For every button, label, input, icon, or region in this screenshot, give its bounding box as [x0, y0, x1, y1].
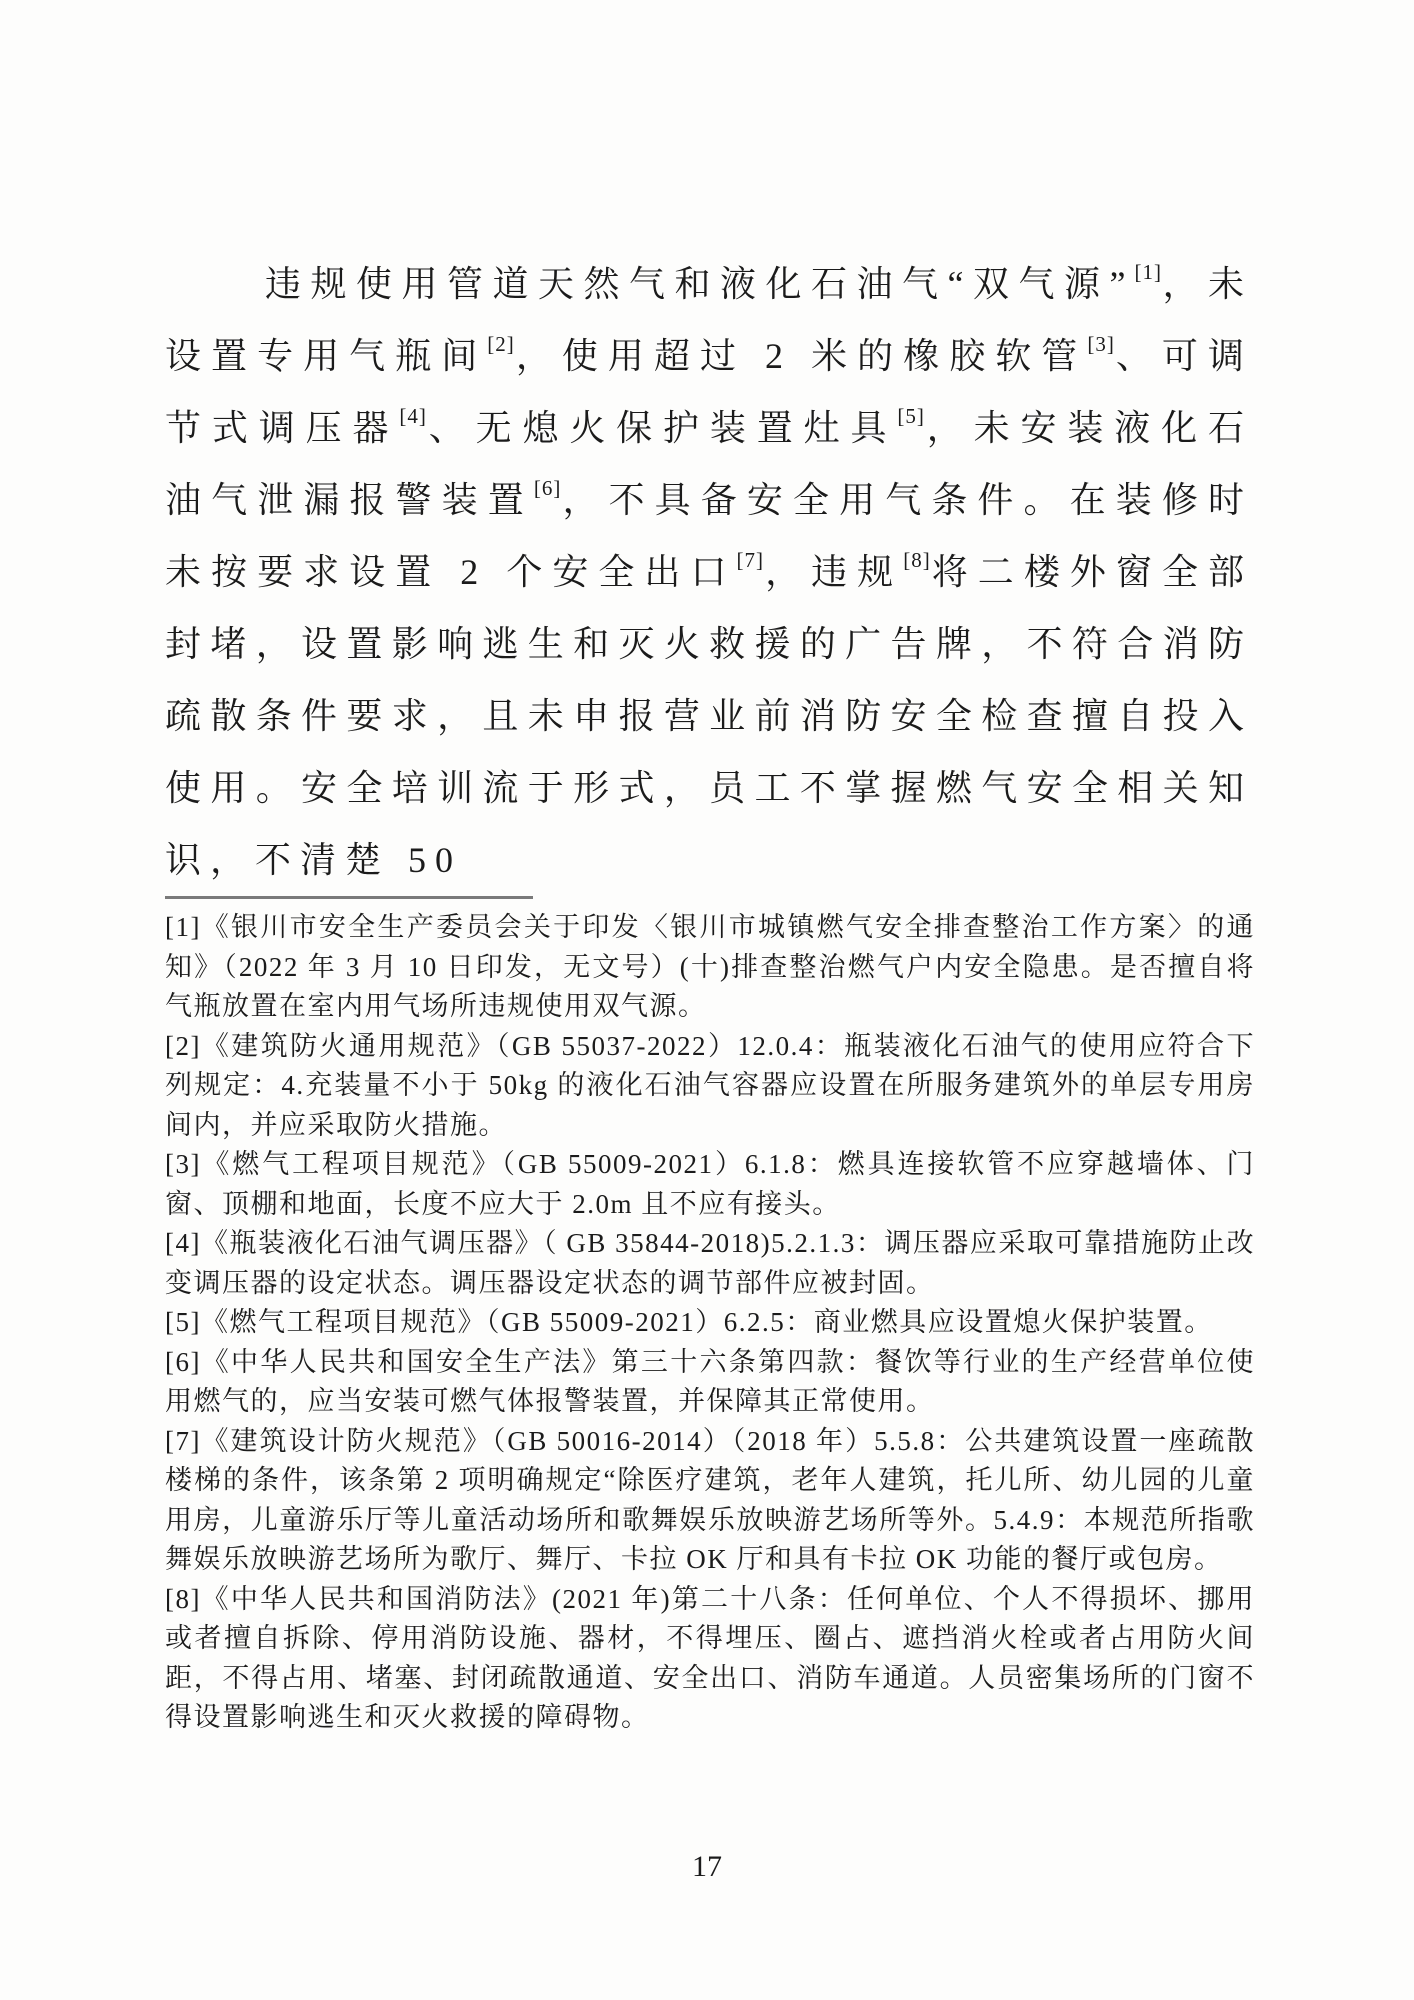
footnote-3 — [165, 1145, 1255, 1224]
footnote-7 — [165, 1422, 1255, 1580]
footnote-ref-7: [7] — [736, 548, 765, 572]
footnote-text: 《瓶装液化石油气调压器》（ GB 35844-2018)5.2.1.3：调压器应采取可靠措施防止改变调压器的设定状态。调压器设定状态的调节部件应被封固。 — [165, 1228, 1255, 1298]
footnotes-block — [165, 908, 1255, 1738]
footnote-text: 《燃气工程项目规范》（GB 55009-2021）6.1.8：燃具连接软管不应穿越墙体、门窗、顶棚和地面，长度不应大于 2.0m 且不应有接头。 — [165, 1149, 1255, 1219]
body-text-segment: ，未安装液化石油气泄漏报警装置 — [165, 408, 1253, 520]
footnote-text: 《建筑防火通用规范》（GB 55037-2022）12.0.4：瓶装液化石油气的使用应符合下列规定：4.充装量不小于 50kg 的液化石油气容器应设置在所服务建筑外的单层专用房间内，并应采取防火措施。 — [165, 1030, 1255, 1140]
page-number: 17 — [692, 1850, 722, 1883]
footnote-5 — [165, 1303, 1255, 1343]
body-text-segment: 、可调节式调压器 — [165, 336, 1253, 448]
footnote-ref-3: [3] — [1087, 332, 1115, 356]
body-text-segment: 违规使用管道天然气和液化石油气“双气源” — [265, 264, 1135, 304]
footnote-ref-4: [4] — [399, 404, 427, 428]
footnote-ref-8: [8] — [903, 548, 931, 572]
footnote-text: 《银川市安全生产委员会关于印发〈银川市城镇燃气安全排查整治工作方案〉的通知》（2022 年 3 月 10 日印发，无文号）(十)排查整治燃气户内安全隐患。是否擅自将气瓶放置在室内用气场所违规使用双气源。 — [165, 912, 1255, 1021]
footnote-text: 《燃气工程项目规范》（GB 55009-2021）6.2.5：商业燃具应设置熄火保护装置。 — [200, 1307, 1213, 1337]
footnote-text: 《中华人民共和国消防法》(2021 年)第二十八条：任何单位、个人不得损坏、挪用或者擅自拆除、停用消防设施、器材，不得埋压、圈占、遮挡消火栓或者占用防火间距，不得占用、堵塞、封闭疏散通道、安全出口、消防车通道。人员密集场所的门窗不得设置影响逃生和灭火救援的障碍物。 — [165, 1583, 1255, 1732]
footnote-marker: [5] — [165, 1307, 201, 1337]
footnote-marker: [3] — [165, 1149, 201, 1179]
body-paragraph — [165, 248, 1253, 896]
footnote-marker: [1] — [165, 912, 201, 942]
footnote-marker: [2] — [165, 1030, 201, 1061]
body-text-segment: ，未设置专用气瓶间 — [165, 264, 1253, 376]
footnote-marker: [7] — [165, 1425, 201, 1456]
footnote-separator — [165, 896, 533, 899]
footnote-marker: [4] — [165, 1228, 201, 1258]
footnote-text: 《建筑设计防火规范》（GB 50016-2014）（2018 年）5.5.8：公共建筑设置一座疏散楼梯的条件，该条第 2 项明确规定“除医疗建筑，老年人建筑，托儿所、幼儿园的儿童用房，儿童游乐厅等儿童活动场所和歌舞娱乐放映游艺场所等外。5.4.9：本规范所指歌舞娱乐放映游艺场所为歌厅、舞厅、卡拉 OK 厅和具有卡拉 OK 功能的餐厅或包房。 — [165, 1425, 1255, 1574]
footnote-8 — [165, 1580, 1255, 1738]
footnote-ref-2: [2] — [487, 332, 515, 356]
footnote-marker: [8] — [165, 1583, 201, 1614]
footnote-ref-5: [5] — [897, 404, 925, 428]
footnote-6 — [165, 1343, 1255, 1422]
footnote-ref-6: [6] — [533, 476, 562, 500]
body-text-segment: ，不具备安全用气条件。在装修时未按要求设置 2 个安全出口 — [165, 480, 1253, 592]
body-text-segment: ，违规 — [764, 552, 904, 592]
footnote-1 — [165, 908, 1255, 1027]
body-text-segment: ，使用超过 2 米的橡胶软管 — [514, 336, 1088, 376]
footnote-4 — [165, 1224, 1255, 1303]
body-text-segment: 、无熄火保护装置灶具 — [426, 408, 898, 448]
body-text-segment: 将二楼外窗全部封堵，设置影响逃生和灭火救援的广告牌，不符合消防疏散条件要求，且未申报营业前消防安全检查擅自投入使用。安全培训流于形式，员工不掌握燃气安全相关知识，不清楚 50 — [165, 552, 1253, 880]
footnote-2 — [165, 1027, 1255, 1146]
footnote-text: 《中华人民共和国安全生产法》第三十六条第四款：餐饮等行业的生产经营单位使用燃气的，应当安装可燃气体报警装置，并保障其正常使用。 — [165, 1346, 1255, 1416]
footnote-ref-1: [1] — [1134, 260, 1162, 284]
footnote-marker: [6] — [165, 1346, 201, 1377]
